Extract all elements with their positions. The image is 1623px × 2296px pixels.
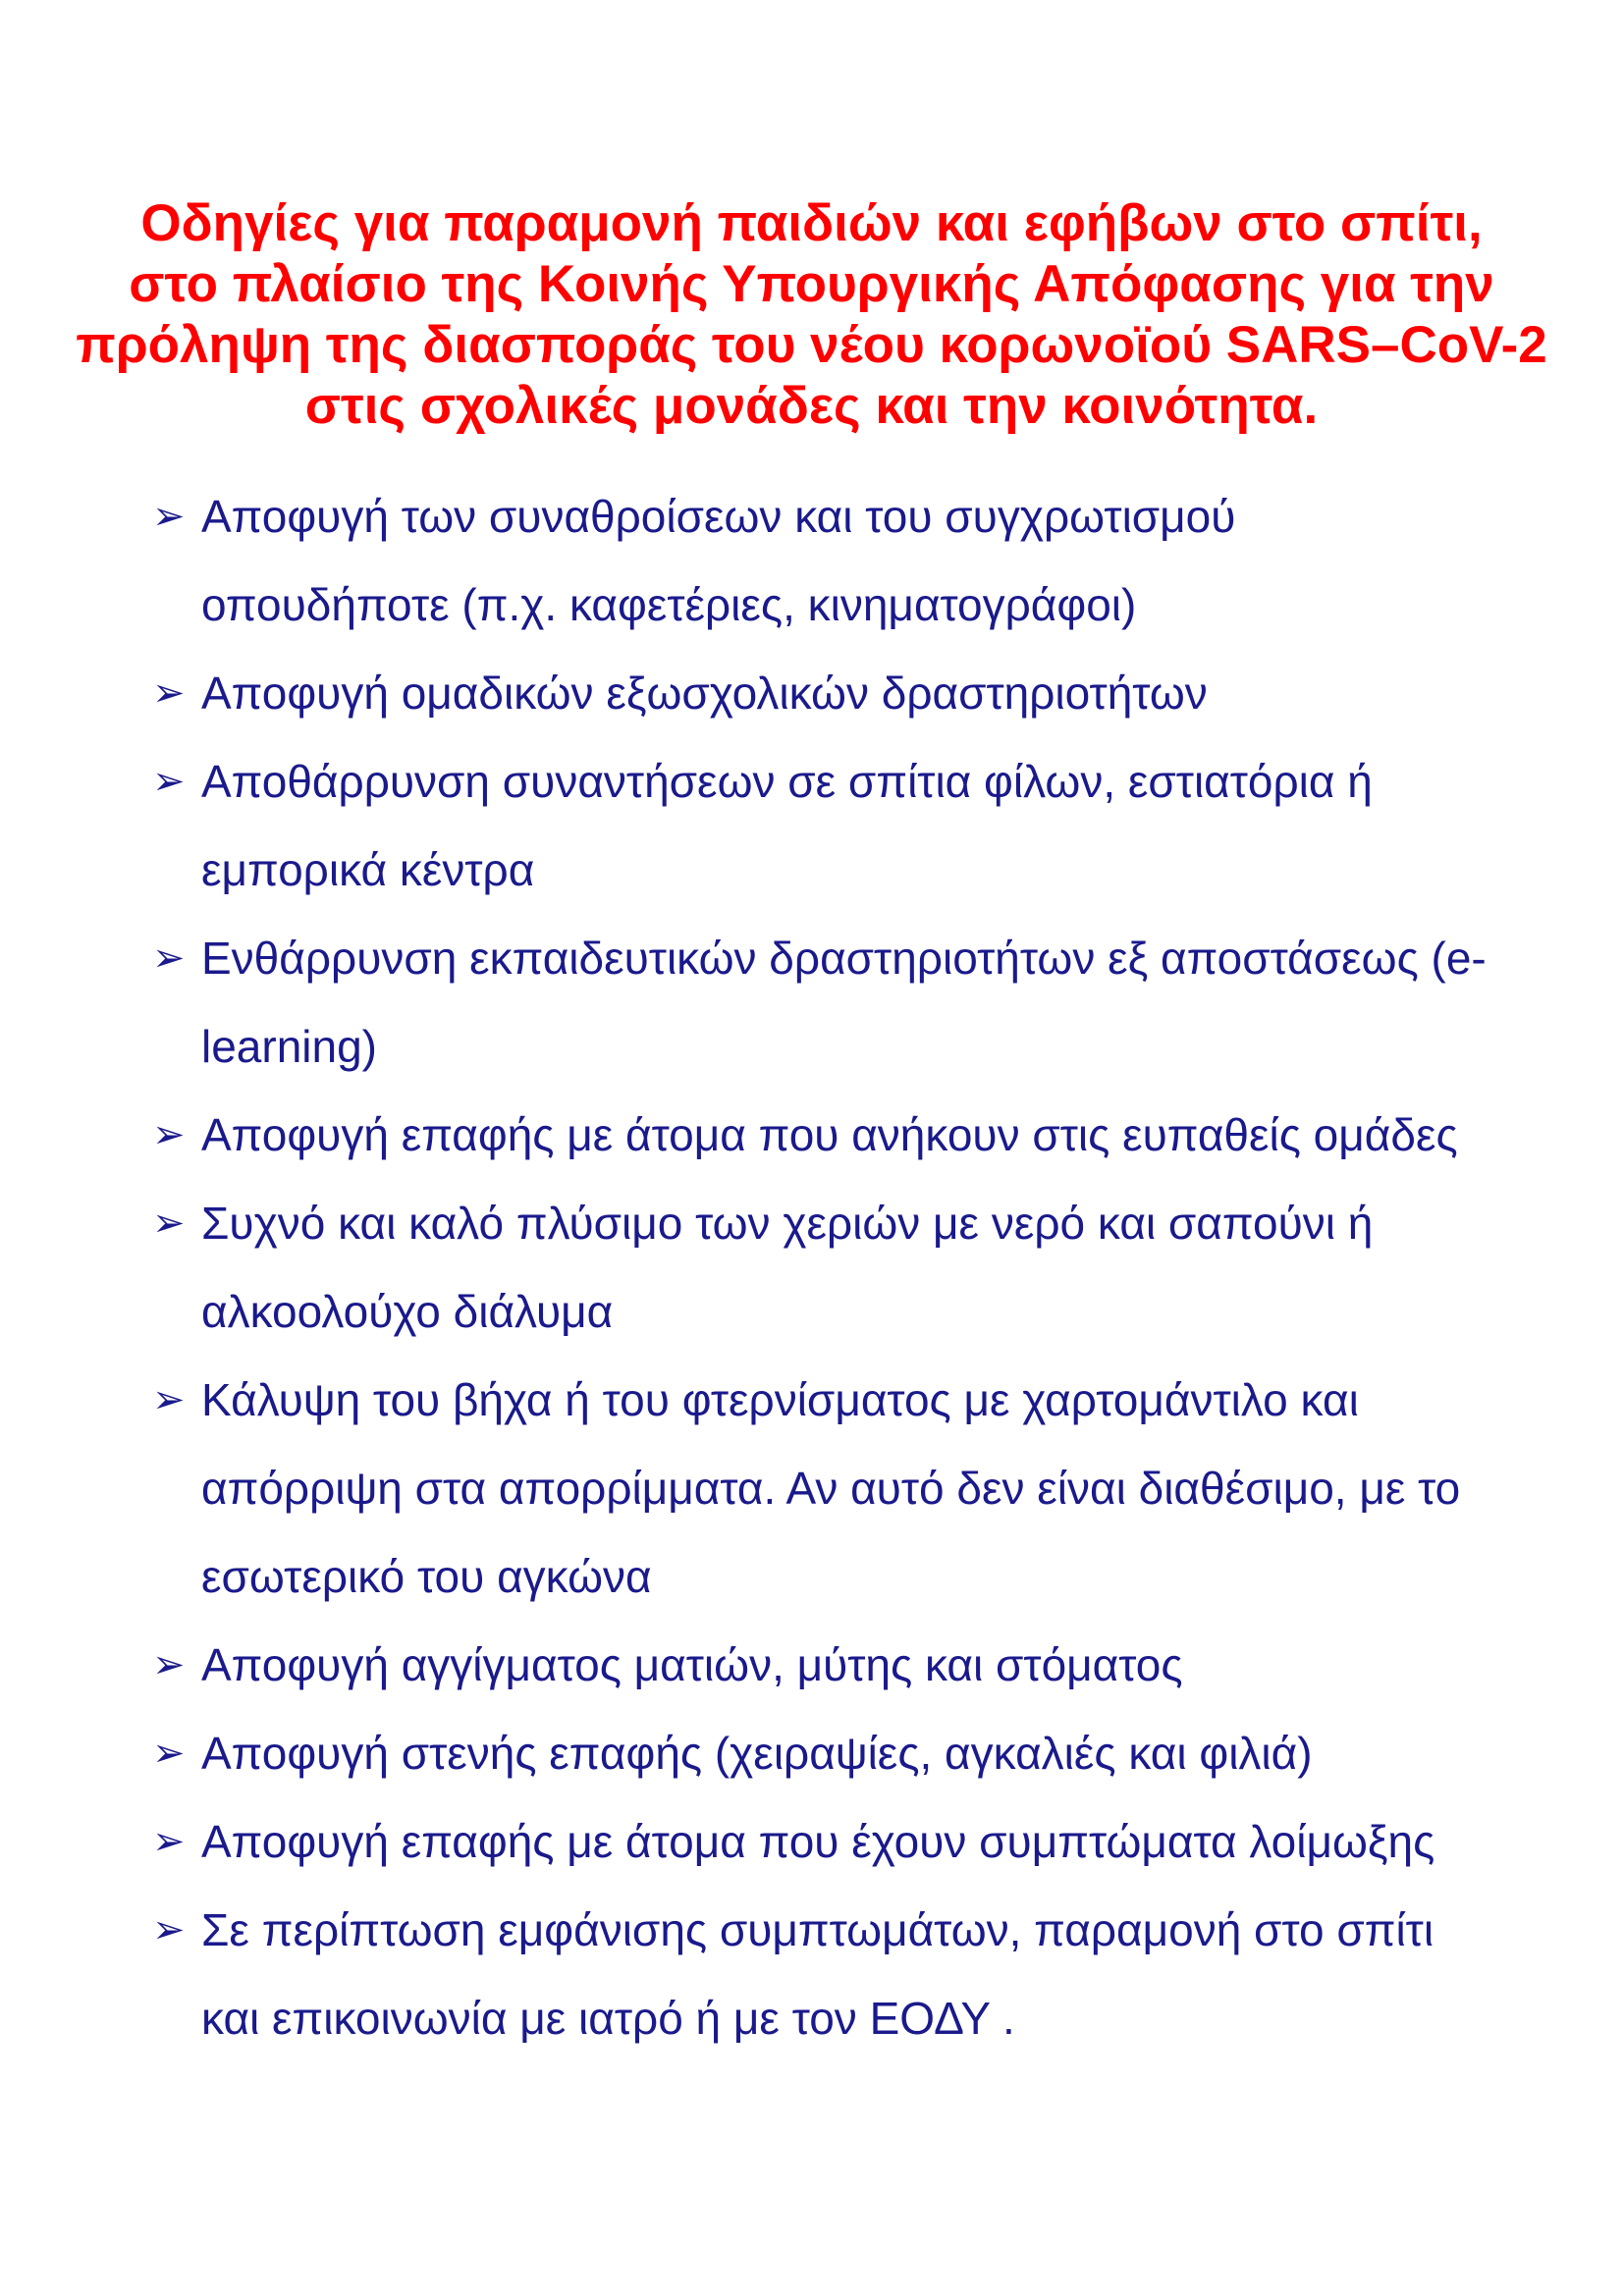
document-title: [0, 0, 1623, 437]
list-item-text: Αποφυγή επαφής με άτομα που ανήκουν στις ευπαθείς ομάδες: [201, 1109, 1458, 1160]
list-item-text: Σε περίπτωση εμφάνισης συμπτωμάτων, παραμονή στο σπίτι και επικοινωνία με ιατρό ή με τον ΕΟΔΥ .: [201, 1904, 1434, 2044]
list-item: [152, 1179, 1495, 1356]
list-item-text: Αποθάρρυνση συναντήσεων σε σπίτια φίλων, εστιατόρια ή εμπορικά κέντρα: [201, 756, 1373, 895]
arrow-bullet-icon: ➢: [152, 1819, 186, 1864]
arrow-bullet-icon: ➢: [152, 1642, 186, 1687]
list-item: [152, 1797, 1495, 1886]
arrow-bullet-icon: ➢: [152, 759, 186, 804]
title-line: πρόληψη της διασποράς του νέου κορωνοϊού SARS–CoV-2: [76, 316, 1547, 374]
list-item: [152, 1621, 1495, 1709]
arrow-bullet-icon: ➢: [152, 494, 186, 539]
arrow-bullet-icon: ➢: [152, 670, 186, 716]
arrow-bullet-icon: ➢: [152, 935, 186, 981]
list-item-text: Αποφυγή ομαδικών εξωσχολικών δραστηριοτήτων: [201, 667, 1208, 719]
arrow-bullet-icon: ➢: [152, 1907, 186, 1952]
list-item: [152, 649, 1495, 737]
title-line: στο πλαίσιο της Κοινής Υπουργικής Απόφασης για την: [129, 255, 1494, 313]
guidelines-list: [0, 472, 1623, 2062]
list-item-text: Αποφυγή επαφής με άτομα που έχουν συμπτώματα λοίμωξης: [201, 1816, 1435, 1867]
list-item-text: Αποφυγή αγγίγματος ματιών, μύτης και στόματος: [201, 1639, 1183, 1690]
list-item-text: Αποφυγή στενής επαφής (χειραψίες, αγκαλιές και φιλιά): [201, 1728, 1313, 1779]
arrow-bullet-icon: ➢: [152, 1201, 186, 1246]
title-line: Οδηγίες για παραμονή παιδιών και εφήβων στο σπίτι,: [140, 194, 1483, 252]
list-item-text: Ενθάρρυνση εκπαιδευτικών δραστηριοτήτων εξ αποστάσεως (e-learning): [201, 933, 1487, 1072]
list-item: [152, 737, 1495, 914]
title-line: στις σχολικές μονάδες και την κοινότητα.: [304, 377, 1319, 435]
arrow-bullet-icon: ➢: [152, 1731, 186, 1776]
list-item: [152, 1886, 1495, 2062]
list-item: [152, 914, 1495, 1091]
list-item: [152, 472, 1495, 649]
list-item-text: Συχνό και καλό πλύσιμο των χεριών με νερό και σαπούνι ή αλκοολούχο διάλυμα: [201, 1198, 1374, 1337]
list-item-text: Αποφυγή των συναθροίσεων και του συγχρωτισμού οπουδήποτε (π.χ. καφετέριες, κινηματογράφοι): [201, 491, 1236, 630]
arrow-bullet-icon: ➢: [152, 1377, 186, 1422]
list-item: [152, 1356, 1495, 1621]
list-item: [152, 1709, 1495, 1797]
arrow-bullet-icon: ➢: [152, 1112, 186, 1157]
list-item-text: Κάλυψη του βήχα ή του φτερνίσματος με χαρτομάντιλο και απόρριψη στα απορρίμματα. Αν αυτό δεν είναι διαθέσιμο, με το εσωτερικό του αγκώνα: [201, 1374, 1461, 1602]
list-item: [152, 1091, 1495, 1179]
